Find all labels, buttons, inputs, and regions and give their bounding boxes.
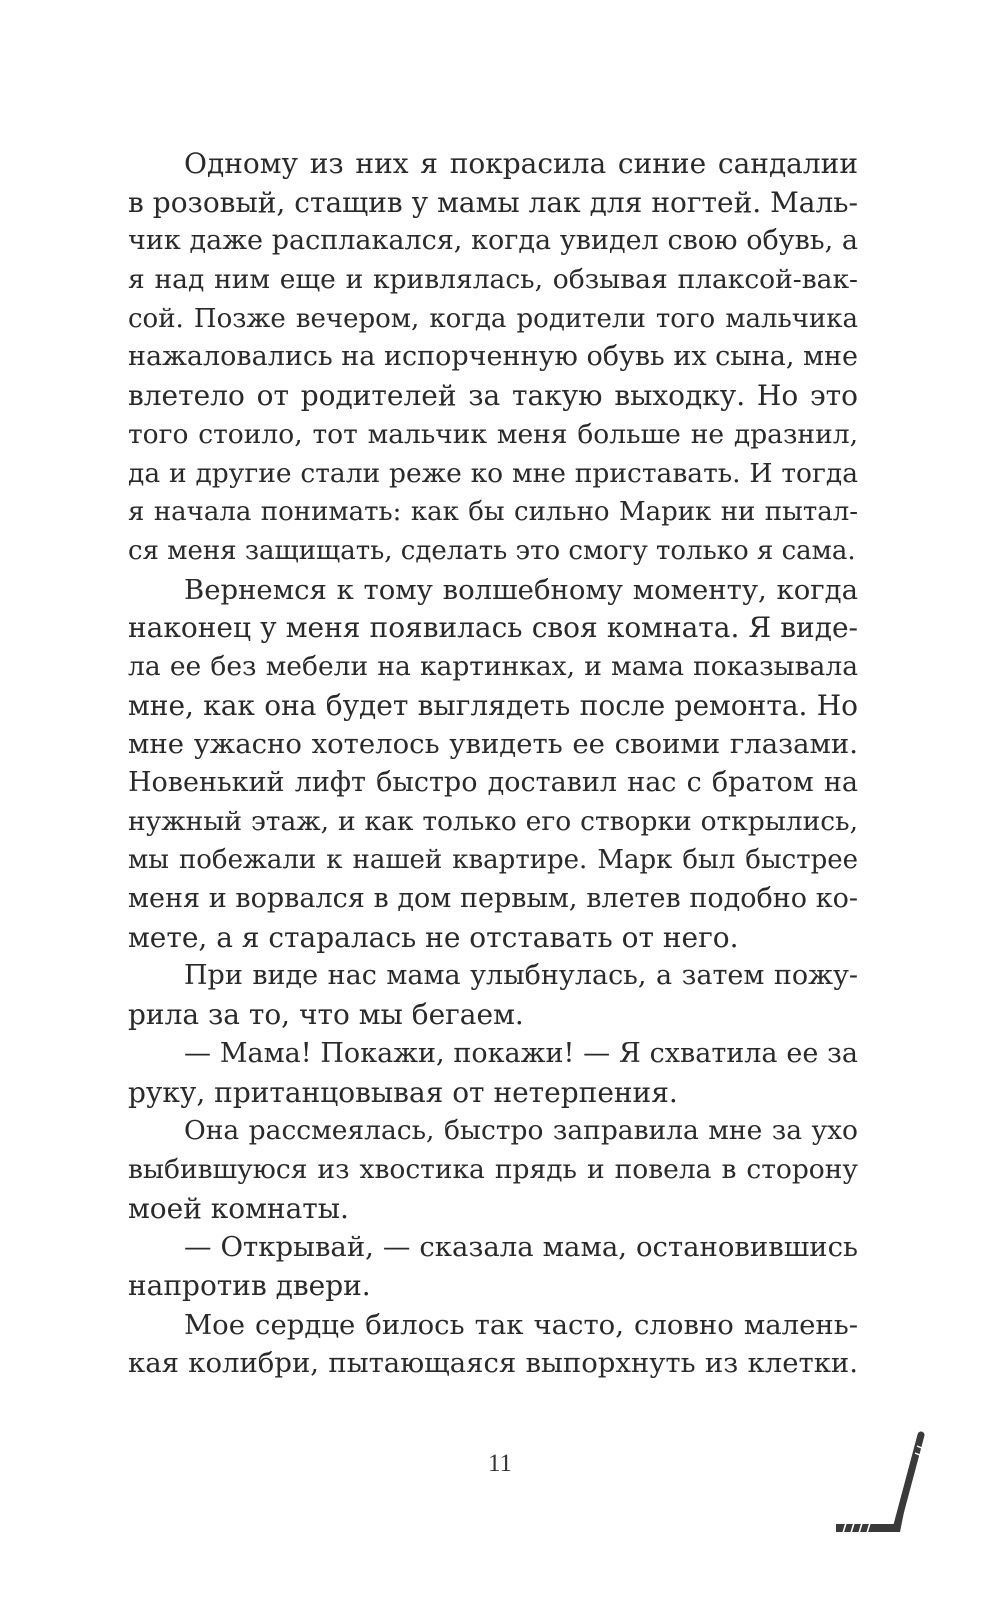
- text-line: да и другие стали реже ко мне приставать. И тогда: [128, 457, 858, 489]
- text-line: Она рассмеялась, быстро заправила мне за ухо: [184, 1115, 858, 1147]
- text-line: того стоило, тот мальчик меня больше не дразнил,: [128, 418, 858, 450]
- text-line: — Открывай, — сказала мама, остановившись: [184, 1231, 858, 1264]
- text-line: сой. Позже вечером, когда родители того мальчика: [128, 303, 858, 334]
- text-line: мы побежали к нашей квартире. Марк был быстрее: [128, 845, 858, 876]
- text-line: влетело от родителей за такую выходку. Но это: [128, 379, 858, 413]
- body-text: [128, 145, 858, 1383]
- text-line: рила за то, что мы бегаем.: [128, 998, 524, 1032]
- text-line: в розовый, стащив у мамы лак для ногтей. Маль-: [128, 185, 858, 219]
- hockey-stick-icon: [820, 1420, 940, 1540]
- text-line: ла ее без мебели на картинках, и мама показывала: [128, 650, 858, 682]
- text-line: Новенький лифт быстро доставил нас с братом на: [128, 767, 858, 798]
- text-line: Одному из них я покрасила синие сандалии: [184, 147, 858, 180]
- text-line: меня и ворвался в дом первым, влетев подобно ко-: [128, 883, 858, 915]
- text-line: При виде нас мама улыбнулась, а затем пожу-: [184, 960, 858, 992]
- text-line: мете, а я старалась не отставать от него.: [128, 920, 739, 954]
- text-line: нужный этаж, и как только его створки открылись,: [128, 805, 858, 837]
- text-line: я над ним еще и кривлялась, обзывая плаксой-вак-: [128, 264, 858, 296]
- text-line: кая колибри, пытающаяся выпорхнуть из клетки.: [128, 1347, 858, 1380]
- text-line: наконец у меня появилась своя комната. Я виде-: [128, 611, 858, 645]
- text-line: — Мама! Покажи, покажи! — Я схватила ее за: [184, 1037, 858, 1069]
- hockey-stick-shaft: [897, 1435, 921, 1525]
- text-line: ся меня защищать, сделать это смогу только я сама.: [128, 535, 856, 566]
- text-line: мне, как она будет выглядеть после ремонта. Но: [128, 688, 858, 722]
- text-line: Вернемся к тому волшебному моменту, когда: [184, 573, 858, 606]
- text-line: я начала понимать: как бы сильно Марик ни пытал-: [128, 497, 858, 528]
- text-line: нажаловались на испорченную обувь их сына, мне: [128, 341, 858, 373]
- hockey-stick-blade: [836, 1512, 904, 1532]
- text-line: Мое сердце билось так часто, словно малень-: [184, 1308, 858, 1341]
- text-line: моей комнаты.: [128, 1191, 349, 1225]
- text-line: руку, пританцовывая от нетерпения.: [128, 1075, 678, 1109]
- text-line: чик даже расплакался, когда увидел свою обувь, а: [128, 225, 858, 257]
- text-line: мне ужасно хотелось увидеть ее своими глазами.: [128, 728, 858, 761]
- text-line: напротив двери.: [128, 1268, 371, 1302]
- page-number: 11: [487, 1450, 513, 1477]
- text-line: выбившуюся из хвостика прядь и повела в сторону: [128, 1153, 858, 1185]
